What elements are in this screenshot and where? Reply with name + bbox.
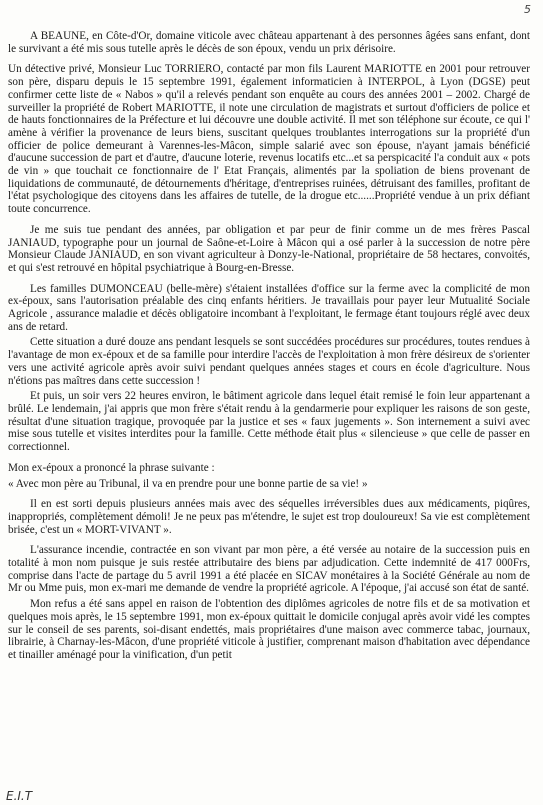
paragraph-p9: Il en est sorti depuis plusieurs années mais avec des séquelles irréversibles dues aux médicaments, piqûres, inappropriés, complètement démoli! Je ne peux pas m'étendre, le sujet est trop douloureux! Sa vie est complètement brisée, c'est un « MORT-VIVANT ». (8, 498, 530, 536)
paragraph-p5: Cette situation a duré douze ans pendant lesquels se sont succédées procédures sur procédures, toutes rendues à l'avantage de mon ex-époux et de sa famille pour interdire l'accès de l'exploitation à mon frère désireux de s'orienter vers une activité agricole après avoir suivi pendant quelques années stages et cours en école d'agriculture. Nous n'étions pas maîtres dans cette succession ! (8, 336, 530, 387)
page-number: 5 (524, 3, 531, 16)
paragraph-p1: A BEAUNE, en Côte-d'Or, domaine viticole avec château appartenant à des personnes âgées sans enfant, dont le survivant a été mis sous tutelle après le décès de son époux, vendu un prix dérisoire. (8, 30, 530, 55)
paragraph-p2: Un détective privé, Monsieur Luc TORRIERO, contacté par mon fils Laurent MARIOTTE en 2001 pour retrouver son père, disparu depuis le 15 septembre 1991, également informaticien à INTERPOL, à Lyon (DGSE) peut confirmer cette liste de « Nabos » qu'il a relevés pendant son enquête au cours des années 2001 – 2002. Chargé de surveiller la propriété de Robert MARIOTTE, il note une circulation de magistrats et surtout d'officiers de police et de hauts fonctionnaires de la Préfecture et lui découvre une double activité. Il met son téléphone sur écoute, ce qui l' amène à vérifier la provenance de leurs biens, suscitant quelques troublantes interrogations sur la propriété d'un officier de police demeurant à Varennes-les-Mâcon, simple salarié avec son épouse, n'ayant jamais bénéficié d'aucune succession de part et d'autre, d'aucune loterie, revenus locatifs etc...et sa perspicacité l'a conduit aux « pots de vin » que touchait ce fonctionnaire de l' Etat Français, alimentés par la spoliation de biens provenant de liquidations de communauté, de détournements d'héritage, d'entreprises ruinées, détruisant des familles, profitant de l'état psychologique des citoyens dans les affaires de tutelle, de la drogue etc......Propriété vendue à un prix défiant toute concurrence. (8, 63, 530, 216)
handwritten-initials: E.I.T (6, 789, 33, 803)
paragraph-p11: Mon refus a été sans appel en raison de l'obtention des diplômes agricoles de notre fils et de sa motivation et quelques mois après, le 15 septembre 1991, mon ex-époux quittait le domicile conjugal après avoir vidé les comptes sur le conseil de ses parents, soi-disant endettés, mais propriétaires d'une maison avec commerce tabac, journaux, librairie, à Charnay-les-Mâcon, d'une propriété viticole à justifier, comprenant maison d'habitation avec dépendance et tinailler aménagé pour la vinification, d'un petit (8, 598, 530, 661)
paragraph-p8: « Avec mon père au Tribunal, il va en prendre pour une bonne partie de sa vie! » (8, 477, 368, 490)
paragraph-p6: Et puis, un soir vers 22 heures environ, le bâtiment agricole dans lequel était remisé le foin leur appartenant a brûlé. Le lendemain, j'ai appris que mon frère s'était rendu à la gendarmerie pour expliquer les raisons de son geste, résultat d'une situation tragique, provoquée par la justice et ses « faux jugements ». Son internement a suivi avec mise sous tutelle et visites interdites pour la famille. Cette méthode était plus « silencieuse » que celle de passer en correctionnel. (8, 390, 530, 454)
paragraph-p7: Mon ex-époux a prononcé la phrase suivante : (8, 461, 215, 474)
paragraph-p3: Je me suis tue pendant des années, par obligation et par peur de finir comme un de mes frères Pascal JANIAUD, typographe pour un journal de Saône-et-Loire à Mâcon qui a osé parler à la succession de notre père Monsieur Claude JANIAUD, en son vivant agriculteur à Donzy-le-National, propriétaire de 58 hectares, convoités, et qui s'est retrouvé en hôpital psychiatrique à Bourg-en-Bresse. (8, 223, 530, 274)
document-body (8, 30, 530, 670)
paragraph-p10: L'assurance incendie, contractée en son vivant par mon père, a été versée au notaire de la succession puis en totalité à mon nom puisque je suis restée attributaire des biens par adjudication. Cette indemnité de 417 000Frs, comprise dans l'acte de partage du 5 avril 1991 a été placée en SICAV monétaires à la Société Générale au nom de Mr ou Mme puis, mon ex-mari me demande de vendre la propriété agricole. A l'époque, j'ai accusé son état de santé. (8, 544, 530, 595)
paragraph-p4: Les familles DUMONCEAU (belle-mère) s'étaient installées d'office sur la ferme avec la complicité de mon ex-époux, sans l'autorisation préalable des cinq enfants héritiers. Je travaillais pour payer leur Mutualité Sociale Agricole , assurance maladie et décès obligatoire incombant à l'exploitant, le fermage étant toujours réglé avec deux ans de retard. (8, 282, 530, 333)
